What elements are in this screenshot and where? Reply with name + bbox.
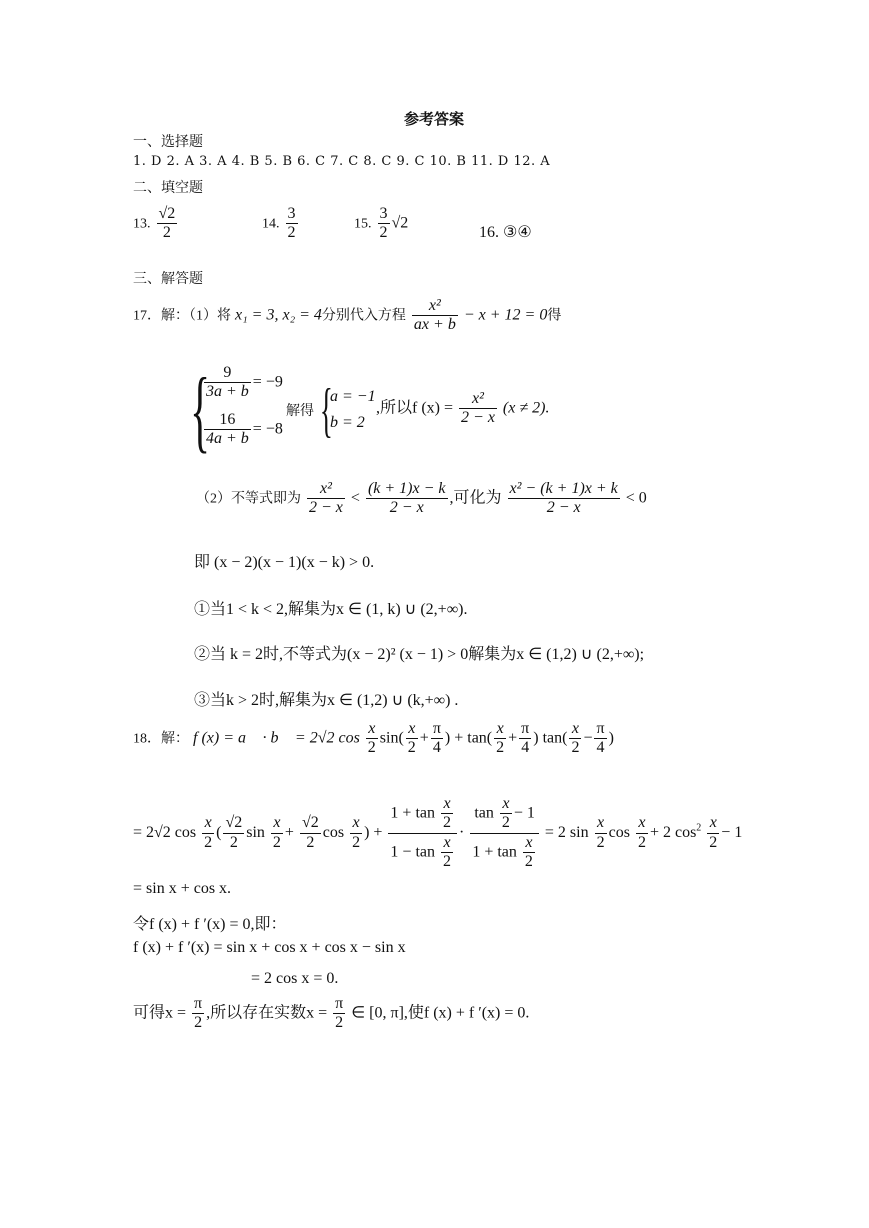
q18-line6: = 2 cos x = 0. — [251, 970, 339, 987]
choice-answers: 1. D 2. A 3. A 4. B 5. B 6. C 7. C 8. C 9. C 10. B 11. D 12. A — [133, 154, 551, 169]
section-heading-solve: 三、解答题 — [133, 271, 203, 287]
q17-eq2: $\frac{16}{4a + b}$ = −8 — [206, 411, 283, 448]
page-title: 参考答案 — [404, 110, 465, 128]
q18-line3: = sin x + cos x. — [133, 880, 232, 897]
section-heading-choice: 一、选择题 — [133, 134, 203, 150]
q18-line1: 18．解： f (x) = a⃗ · b⃗ = 2√2 cos $\frac{x}{2}$ sin( $\frac{x}{2}$ + $\frac{\pi}{4}$ ) + tan( $\frac{x}{2}$ + $\frac{\pi}{4}$ ) tan( $\frac{x}{2}$ − $\frac{\pi}{4}$ ) — [133, 720, 614, 757]
q17-eq1: $\frac{9}{3a + b}$ = −9 — [206, 364, 283, 401]
q17-case1: ①当1 < k < 2,解集为x ∈ (1, k) ∪ (2,+∞). — [194, 601, 468, 618]
q17-ji: 即 (x − 2)(x − 1)(x − k) > 0. — [194, 554, 375, 571]
q18-line5: f (x) + f ′(x) = sin x + cos x + cos x − sin x — [133, 939, 406, 956]
q18-line4: 令f (x) + f ′(x) = 0,即： — [133, 916, 287, 933]
q18-line7: 可得x = $\frac{\pi}{2}$ ,所以存在实数x = $\frac{\pi}{2}$ ∈ [0, π],使f (x) + f ′(x) = 0. — [133, 995, 530, 1032]
q17-case3: ③当k > 2时,解集为x ∈ (1,2) ∪ (k,+∞) . — [194, 692, 459, 709]
answer-15: 15. $\frac{3}{2}$ √2 — [354, 205, 409, 242]
q17-sol-a: a = −1 — [330, 388, 376, 405]
answer-16: 16. ③④ — [479, 224, 532, 241]
section-heading-fill: 二、填空题 — [133, 180, 203, 196]
answer-13: 13. $\frac{√2}{2}$ — [133, 205, 176, 242]
q18-line2: = 2√2 cos $\frac{x}{2}$ ( $\frac{√2}{2}$ sin $\frac{x}{2}$ + $\frac{√2}{2}$ cos $\frac{x}{2}$ ) + 1 + tan $\frac{x}{2}$ 1 − tan $\frac{x}{2}$ · tan $\frac{x}{2}$ − 1 1 + tan $\frac{x}{2}$ = 2 sin $\frac{x}{2}$ cos $\frac{x}{2}$ + 2 $\cos^2$ $\frac{x}{2}$ − 1 — [133, 795, 743, 871]
q17-sol-b: b = 2 — [330, 414, 365, 431]
q17-f-def: ,所以f (x) = $\frac{\text{x²}}{2 - x}$ (x ≠ 2). — [376, 390, 550, 427]
q17-intro: 17．解：（1）将 x₁ = 3, x₂ = 4分别代入方程 $\frac{\text{x²}}{ax + b}$ − x + 12 = 0得 — [133, 297, 562, 334]
q17-part2: （2）不等式即为 $\frac{\text{x²}}{2 - x}$ < $\frac{(k + 1)x - k}{2 - x}$ ,可化为 $\frac{\text{x² − (k + 1)x + k}}{2 - x}$ < 0 — [196, 480, 647, 517]
answer-14: 14. $\frac{3}{2}$ — [262, 205, 296, 242]
q17-solve-word: 解得 — [286, 404, 314, 419]
q17-case2: ②当 k = 2时,不等式为(x − 2)² (x − 1) > 0解集为x ∈ (1,2) ∪ (2,+∞); — [194, 646, 645, 663]
